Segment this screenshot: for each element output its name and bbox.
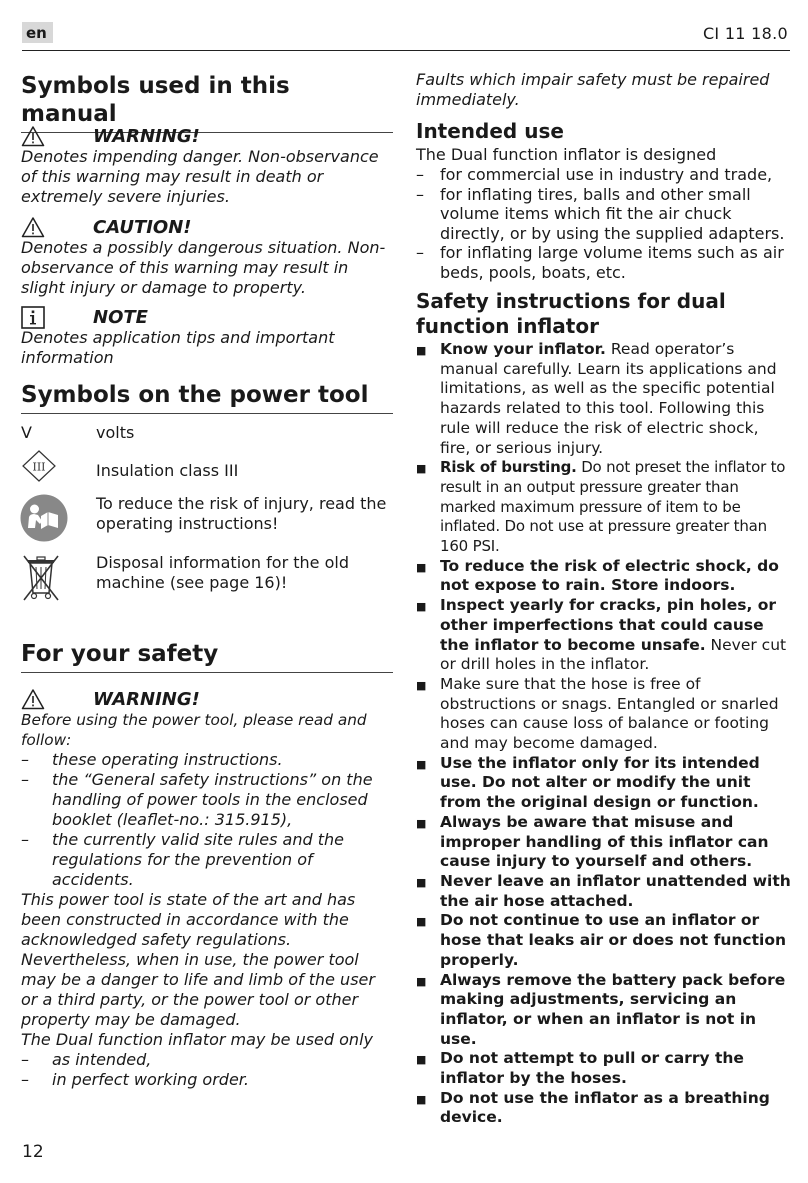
document-id: CI 11 18.0 <box>702 24 788 43</box>
read-manual-icon <box>21 494 96 547</box>
safety-heading: For your safety <box>21 640 393 673</box>
nevertheless-text: Nevertheless, when in use, the power tool may be a danger to life and limb of the user or a third party, or the power tool or other property may be damaged. <box>21 950 375 1029</box>
bullet-item: ■ Never leave an inflator unattended with the air hose attached. <box>416 871 791 910</box>
warning-label: WARNING! <box>93 125 200 147</box>
bullet-item: ■ Always be aware that misuse and improper handling of this inflator can cause injury to yourself and others. <box>416 812 769 871</box>
page-header <box>22 20 790 51</box>
read-manual-label: To reduce the risk of injury, read the operating instructions! <box>96 494 387 533</box>
intended-intro: The Dual function inflator is designed <box>416 145 717 164</box>
bullet-item: ■ Use the inflator only for its intended use. Do not alter or modify the unit from the original design or function. <box>416 753 760 812</box>
bullet-item: ■ Do not continue to use an inflator or hose that leaks air or does not function properly. <box>416 911 787 969</box>
volts-symbol: V <box>21 423 32 442</box>
bullet-item: ■ Risk of bursting. Do not preset the inflator to result in an output pressure greater than marked maximum pressure of item to be inflated. Do not use at pressure greater than 160 PSI. <box>416 458 786 556</box>
state-of-art-text: This power tool is state of the art and has been constructed in accordance with the acknowledged safety regulations. <box>21 890 356 949</box>
bullet-item: ■ To reduce the risk of electric shock, do not expose to rain. Store indoors. <box>416 556 779 595</box>
safety-warning-label: WARNING! <box>93 688 200 710</box>
bullet-item: ■ Do not attempt to pull or carry the inflator by the hoses. <box>416 1049 744 1088</box>
intended-item: – for commercial use in industry and trade, <box>416 165 773 184</box>
warning-triangle-icon <box>21 125 93 147</box>
safety-instructions-heading: Safety instructions for dual function inflator <box>416 289 726 338</box>
symbol-row-disposal <box>21 553 393 608</box>
safety-item: – the “General safety instructions” on the handling of power tools in the enclosed booklet (leaflet-no.: 315.915), <box>21 770 373 829</box>
intended-item: – for inflating tires, balls and other small volume items which fit the air chuck directly, or by using the supplied adapters. <box>416 184 785 243</box>
warning-text: Denotes impending danger. Non-observance of this warning may result in death or extremely severe injuries. <box>21 147 379 206</box>
volts-label: volts <box>96 423 135 442</box>
symbol-row-read-manual <box>21 494 393 547</box>
symbols-manual-heading: Symbols used in this manual <box>21 72 393 133</box>
caution-label: CAUTION! <box>93 216 192 238</box>
caution-block <box>21 216 393 298</box>
caution-triangle-icon <box>21 216 93 238</box>
intended-use-heading: Intended use <box>416 119 564 143</box>
safety-item: – these operating instructions. <box>21 750 283 769</box>
language-badge: en <box>22 22 53 43</box>
safety-bullets <box>416 340 792 1128</box>
crossed-bin-icon <box>21 553 96 608</box>
caution-text: Denotes a possibly dangerous situation. Non-observance of this warning may result in slight injury or damage to property. <box>21 238 386 297</box>
bullet-item: ■ Always remove the battery pack before making adjustments, servicing an inflator, or when an inflator is not in use. <box>416 970 786 1048</box>
used-only-text: The Dual function inflator may be used only <box>21 1030 373 1049</box>
note-block <box>21 306 393 368</box>
used-item: – in perfect working order. <box>21 1070 249 1089</box>
warning-block <box>21 125 393 207</box>
insulation-class-icon <box>21 455 96 488</box>
svg-text:III: III <box>32 460 46 474</box>
note-label: NOTE <box>93 306 148 328</box>
bullet-item: ■ Do not use the inflator as a breathing device. <box>416 1088 770 1127</box>
bullet-item: ■ Make sure that the hose is free of obstructions or snags. Entangled or snarled hoses can cause loss of balance or footing and may become damaged. <box>416 674 779 753</box>
info-icon <box>21 306 93 328</box>
safety-item: – the currently valid site rules and the regulations for the prevention of accidents. <box>21 830 344 889</box>
safety-warning-block <box>21 688 393 1090</box>
disposal-label: Disposal information for the old machine (see page 16)! <box>96 553 349 592</box>
page-number: 12 <box>22 1142 44 1162</box>
symbol-row-volts <box>21 423 393 443</box>
note-text: Denotes application tips and important information <box>21 328 335 367</box>
intended-item: – for inflating large volume items such as air beds, pools, boats, etc. <box>416 243 784 282</box>
faults-text: Faults which impair safety must be repaired immediately. <box>416 70 770 109</box>
safety-intro: Before using the power tool, please read and follow: <box>21 711 367 749</box>
warning-triangle-icon <box>21 688 93 710</box>
symbol-row-insulation <box>21 455 393 488</box>
insulation-label: Insulation class III <box>96 461 239 480</box>
used-item: – as intended, <box>21 1050 152 1069</box>
symbols-tool-heading: Symbols on the power tool <box>21 381 393 414</box>
bullet-item: ■ Know your inflator. Read operator’s manual carefully. Learn its applications and limitations, as well as the specific potential hazards related to this tool. Following this rule will reduce the risk of electric shock, fire, or serious injury. <box>416 340 777 457</box>
bullet-item: ■ Inspect yearly for cracks, pin holes, or other imperfections that could cause the inflator to become unsafe. Never cut or drill holes in the inflator. <box>416 596 787 674</box>
